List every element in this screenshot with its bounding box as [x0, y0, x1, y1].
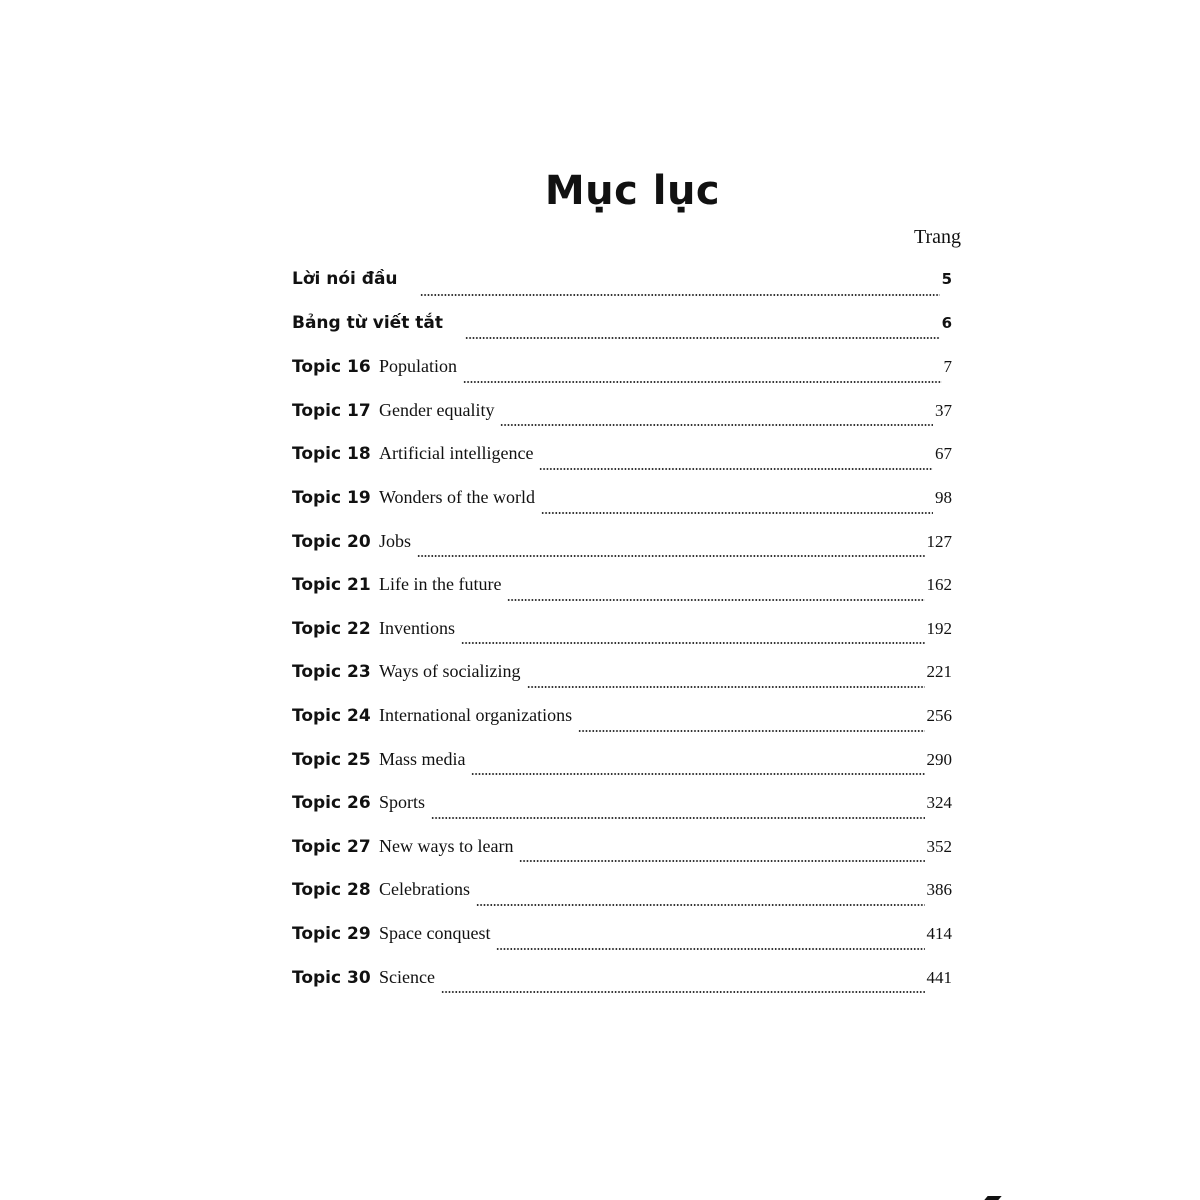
topic-page: 127	[926, 531, 952, 551]
toc-entry-topic	[292, 349, 952, 393]
topic-name: Science	[379, 966, 435, 987]
topic-number: Topic 24	[292, 705, 371, 726]
toc-entry-topic	[292, 785, 952, 829]
topic-number: Topic 28	[292, 880, 371, 901]
toc-entry-label: Bảng từ viết tắt	[292, 312, 443, 333]
topic-page: 441	[926, 967, 952, 987]
toc-entry-topic	[292, 960, 952, 1004]
page-corner-mark	[984, 1196, 1001, 1200]
topic-name: Mass media	[379, 748, 466, 769]
topic-name: Jobs	[379, 530, 412, 551]
toc-entry-topic	[292, 524, 952, 568]
table-of-contents	[292, 262, 952, 1003]
topic-name: New ways to learn	[379, 835, 514, 856]
topic-page: 67	[935, 444, 952, 464]
dot-leader	[539, 457, 933, 471]
topic-number: Topic 18	[292, 444, 371, 465]
topic-name: Space conquest	[379, 922, 491, 943]
dot-leader	[578, 719, 924, 733]
topic-number: Topic 20	[292, 531, 371, 552]
toc-entry-topic	[292, 480, 952, 524]
dot-leader	[461, 631, 925, 645]
toc-entry-topic	[292, 698, 952, 742]
topic-name: Sports	[379, 792, 426, 813]
topic-page: 290	[926, 749, 952, 769]
topic-name: Inventions	[379, 617, 455, 638]
topic-number: Topic 21	[292, 575, 371, 596]
topic-name: Artificial intelligence	[379, 443, 534, 464]
topic-number: Topic 19	[292, 487, 371, 508]
topic-page: 221	[926, 662, 952, 682]
topic-page: 162	[926, 575, 952, 595]
toc-entry-topic	[292, 567, 952, 611]
toc-entry-topic	[292, 436, 952, 480]
topic-number: Topic 23	[292, 662, 371, 683]
topic-number: Topic 25	[292, 749, 371, 770]
topic-name: Gender equality	[379, 399, 495, 420]
topic-name: International organizations	[379, 704, 573, 725]
topic-page: 386	[926, 880, 952, 900]
toc-entry-topic	[292, 654, 952, 698]
dot-leader	[417, 544, 924, 558]
topic-number: Topic 26	[292, 793, 371, 814]
toc-entry-topic	[292, 916, 952, 960]
topic-number: Topic 22	[292, 618, 371, 639]
toc-entry-page: 6	[941, 313, 952, 332]
toc-entry-abbreviations	[292, 306, 952, 350]
topic-page: 98	[935, 487, 952, 507]
topic-page: 37	[935, 400, 952, 420]
dot-leader	[507, 588, 924, 602]
dot-leader	[519, 849, 924, 863]
dot-leader	[471, 762, 924, 776]
topic-page: 256	[926, 705, 952, 725]
topic-page: 324	[926, 793, 952, 813]
topic-page: 7	[943, 357, 952, 377]
dot-leader	[465, 326, 940, 340]
dot-leader	[431, 806, 924, 820]
topic-name: Population	[379, 356, 458, 377]
topic-name: Ways of socializing	[379, 661, 521, 682]
topic-number: Topic 17	[292, 400, 371, 421]
toc-entry-page: 5	[941, 270, 952, 288]
dot-leader	[527, 675, 925, 689]
topic-number: Topic 27	[292, 836, 371, 857]
topic-page: 352	[926, 836, 952, 856]
dot-leader	[476, 893, 925, 907]
topic-page: 414	[926, 923, 952, 943]
topic-name: Wonders of the world	[379, 486, 536, 507]
topic-number: Topic 30	[292, 967, 371, 988]
toc-entry-topic	[292, 872, 952, 916]
topic-number: Topic 29	[292, 923, 371, 944]
page-column-label: Trang	[914, 226, 962, 248]
toc-entry-topic	[292, 742, 952, 786]
toc-entry-topic	[292, 611, 952, 655]
toc-entry-topic	[292, 829, 952, 873]
dot-leader	[500, 413, 933, 427]
dot-leader	[496, 937, 924, 951]
toc-entry-foreword	[292, 262, 952, 306]
topic-number: Topic 16	[292, 357, 371, 378]
topic-name: Celebrations	[379, 879, 470, 900]
page-title: Mục lục	[544, 168, 721, 214]
dot-leader	[441, 980, 925, 994]
toc-entry-label: Lời nói đầu	[292, 269, 398, 289]
topic-page: 192	[926, 618, 952, 638]
toc-entry-topic	[292, 393, 952, 437]
dot-leader	[420, 283, 940, 297]
dot-leader	[463, 370, 941, 384]
topic-name: Life in the future	[379, 574, 502, 595]
dot-leader	[541, 501, 933, 515]
